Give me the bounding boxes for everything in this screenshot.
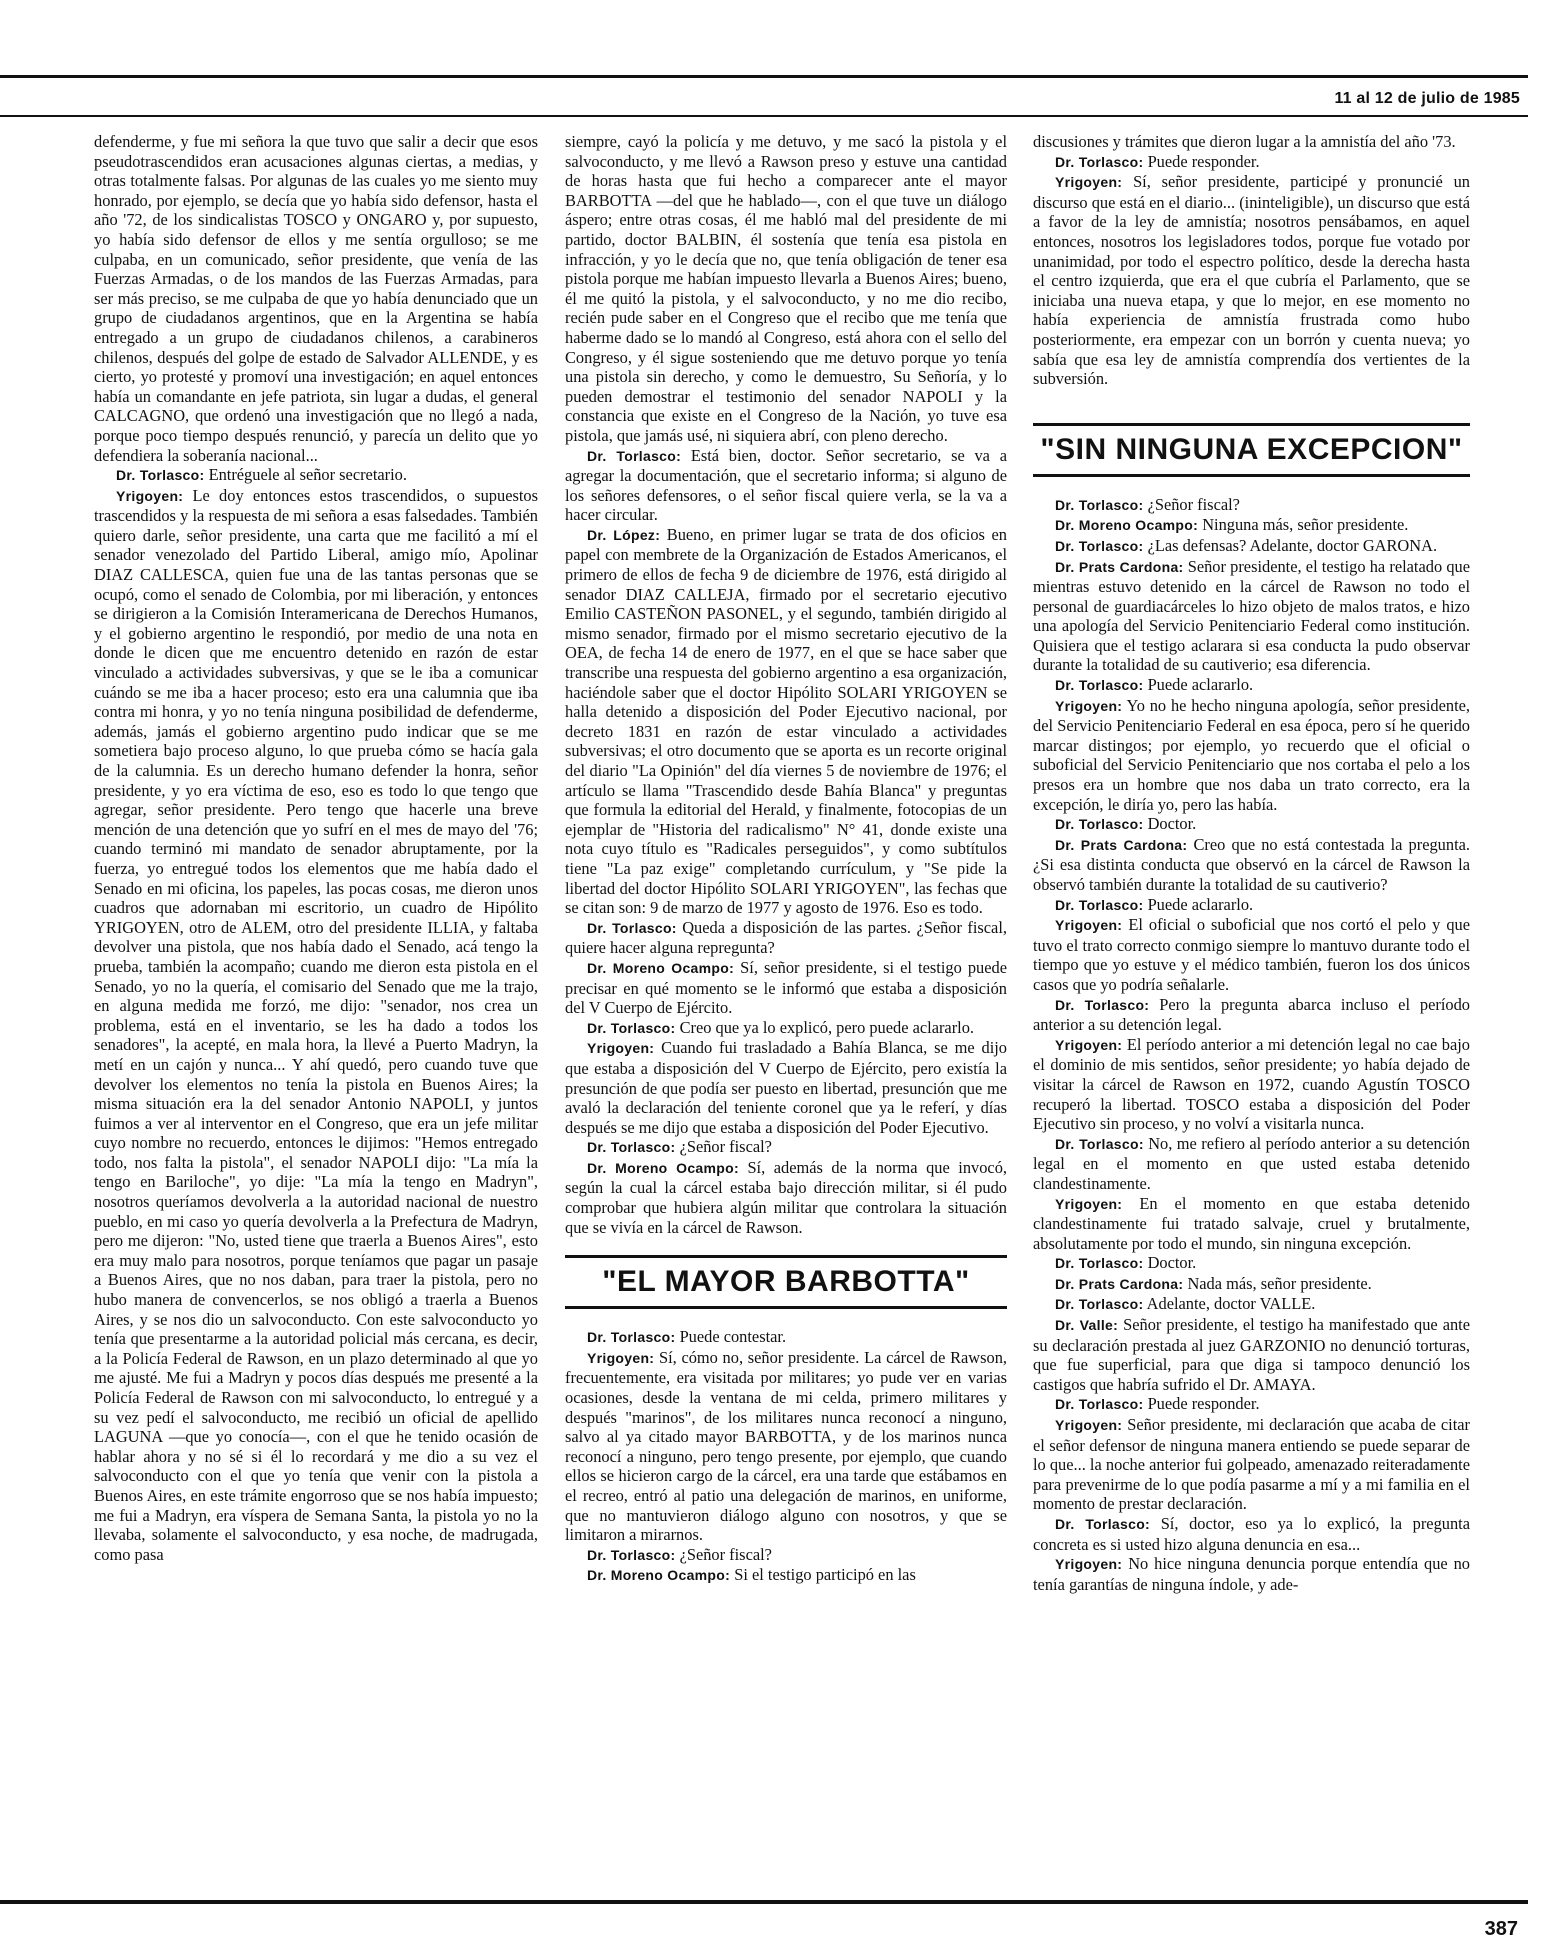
speaker-name: Yrigoyen: <box>1055 174 1123 191</box>
speaker-name: Yrigoyen: <box>116 487 184 504</box>
speech-paragraph <box>1033 675 1470 696</box>
paragraph-text: Ninguna más, señor presidente. <box>1202 515 1409 535</box>
paragraph-text: Doctor. <box>1147 1253 1197 1273</box>
paragraph-text: El período anterior a mi detención legal no cae bajo el dominio de mis sentidos, señor presidente; yo había dejado de visitar la cárcel de Rawson en 1972, cuando Agustín TOSCO recuperó la libertad. TOSCO estaba a disposición del Poder Ejecutivo sin proceso, y no volví a visitarla nunca. <box>1033 1034 1470 1134</box>
speaker-name: Dr. Prats Cardona: <box>1055 836 1188 853</box>
paragraph-text: Puede responder. <box>1147 1394 1260 1414</box>
paragraph-text: Cuando fui trasladado a Bahía Blanca, se me dijo que estaba a disposición del V Cuerpo de Ejército, pero existía la presunción de que podía ser puesto en libertad, presunción que me avaló la declaración del teniente coronel que ya le referí, y días después se me dijo que estaba a disposición del Poder Ejecutivo. <box>565 1038 1007 1137</box>
speaker-name: Dr. Moreno Ocampo: <box>587 1567 731 1584</box>
speaker-name: Dr. Torlasco: <box>1055 153 1144 170</box>
speech-paragraph <box>565 1137 1007 1158</box>
speech-paragraph <box>565 446 1007 525</box>
speaker-name: Dr. Torlasco: <box>1055 1516 1151 1532</box>
speech-paragraph <box>565 958 1007 1018</box>
paragraph-text: Si el testigo participó en las <box>734 1565 916 1585</box>
section-heading: "SIN NINGUNA EXCEPCION" <box>1033 423 1470 477</box>
speaker-name: Dr. Moreno Ocampo: <box>1055 517 1199 534</box>
paragraph-text: Pero la pregunta abarca incluso el período anterior a su detención legal. <box>1033 994 1470 1035</box>
speech-paragraph <box>1033 814 1470 835</box>
paragraph-text: Queda a disposición de las partes. ¿Señor fiscal, quiere hacer alguna repregunta? <box>565 917 1007 958</box>
speaker-name: Yrigoyen: <box>587 1349 655 1366</box>
speech-paragraph <box>1033 995 1470 1035</box>
speaker-name: Dr. Torlasco: <box>1055 1255 1144 1272</box>
speech-paragraph <box>1033 172 1470 389</box>
speech-paragraph <box>1033 1035 1470 1134</box>
continued-paragraph <box>94 132 538 465</box>
speaker-name: Dr. Torlasco: <box>1055 1135 1144 1152</box>
paragraph-text: siempre, cayó la policía y me detuvo, y me sacó la pistola y el salvoconducto, y me llevó a Rawson preso y estuve una cantidad de horas hasta que fui hecho a comparecer ante el mayor BARBOTTA —del que he hablado—, con el que tuve un diálogo áspero; entre otras cosas, él me habló mal del presidente de mi partido, doctor BALBIN, él sostenía que tenía esa pistola en infracción, y yo le decía que no, que tenía obligación de tener esa pistola porque me habían impuesto llevarla a Buenos Aires; bueno, él me quitó la pistola, y el salvoconducto, y no me dio recibo, recién pude saber en el Congreso que el recibo que me tenía que haberme dado se lo mandó al Congreso, está ahora con el sello del Congreso, y él sigue sosteniendo que me detuvo porque yo tenía una pistola sin derecho, y como le demuestro, Su Señoría, y lo pueden demostrar el testimonio del senador NAPOLI y la constancia que existe en el Congreso de la Nación, yo tuve esa pistola, que jamás usé, ni siquiera abrí, con pleno derecho. <box>565 132 1007 445</box>
speaker-name: Yrigoyen: <box>587 1040 655 1057</box>
speech-paragraph <box>1033 515 1470 536</box>
speaker-name: Yrigoyen: <box>1055 917 1123 934</box>
speaker-name: Yrigoyen: <box>1055 1556 1123 1573</box>
paragraph-text: Adelante, doctor VALLE. <box>1146 1294 1316 1314</box>
speaker-name: Dr. Torlasco: <box>1055 896 1144 913</box>
speaker-name: Yrigoyen: <box>1055 1036 1123 1053</box>
header-rule <box>0 115 1528 117</box>
footer-rule <box>0 1900 1528 1904</box>
speech-paragraph <box>565 1348 1007 1545</box>
speech-paragraph <box>565 1158 1007 1237</box>
paragraph-text: Puede aclararlo. <box>1147 894 1254 914</box>
paragraph-text: Puede contestar. <box>679 1327 787 1347</box>
paragraph-text: Sí, señor presidente, participé y pronuncié un discurso que está en el diario... (ininteligible), un discurso que está a favor de la ley de amnistía; nosotros pensábamos, en aquel entonces, nosotros los legisladores todos, porque fue votado por unanimidad, por todo el espectro político, desde la derecha hasta el centro izquierda, que era el que cubría el Parlamento, que se iniciaba una nueva etapa, y que lo mejor, en ese momento no había experiencia de amnistía frustrada como hubo posteriormente, era empezar con un borrón y cuenta nueva; yo sabía que esa ley de amnistía comprendía dos vertientes de la subversión. <box>1033 172 1470 389</box>
speaker-name: Dr. Torlasco: <box>1055 1296 1144 1313</box>
speaker-name: Dr. Torlasco: <box>1055 1396 1144 1413</box>
column-2 <box>565 132 1007 1892</box>
paragraph-text: defenderme, y fue mi señora la que tuvo que salir a decir que esos pseudotrascendidos eran acusaciones algunas ciertas, a medias, y otras totalmente falsas. Por algunas de las cuales yo me siento muy honrado, por ejemplo, se decía que yo había sido defensor, hasta el año '72, de los sindicalistas TOSCO y ONGARO y, por supuesto, yo había sido defensor de ellos y me sentía orgulloso; se me culpaba, en un comunicado, señor presidente, que venía de las Fuerzas Armadas, o de los mandos de las Fuerzas Armadas, para ser más preciso, se me culpaba de que yo había denunciado que un grupo de ciudadanos argentinos, que en la Argentina se había entregado a un grupo de ciudadanos chilenos, a carabineros chilenos, después del golpe de estado de Salvador ALLENDE, y es cierto, yo protesté y promoví una investigación; en aquel entonces había un comandante en jefe patriota, sin lugar a dudas, el general CALCAGNO, que ordenó una investigación que no llegó a nada, porque poco tiempo después renunció, y parecía un delito que yo defendiera la soberanía nacional... <box>94 132 538 465</box>
paragraph-text: ¿Señor fiscal? <box>1147 494 1240 514</box>
speaker-name: Dr. López: <box>587 526 661 543</box>
paragraph-text: discusiones y trámites que dieron lugar a la amnistía del año '73. <box>1033 132 1456 151</box>
speech-paragraph <box>1033 1394 1470 1415</box>
speaker-name: Dr. Torlasco: <box>1055 677 1144 694</box>
paragraph-text: Le doy entonces estos trascendidos, o supuestos trascendidos y la respuesta de mi señora a esas falsedades. También quiero darle, señor presidente, una carta que me facilitó a mí el senador venezolado del Partido Liberal, amigo mío, Apolinar DIAZ CALLESCA, quien fue una de las tantas personas que se ocupó, como el senado de Colombia, por mi liberación, y entonces se dirigieron a la Comisión Interamericana de Derechos Humanos, y el gobierno argentino le respondió, por medio de una nota en donde le dicen que me encuentro detenido en razón de estar vinculado a actividades subversivas, y que se le iba a comunicar cuándo se me iba a hacer proceso; esto era una calumnia que iba contra mi honra, y yo no tenía ninguna posibilidad de defenderme, además, jamás el gobierno argentino pudo indicar que se me sometiera bajo proceso alguno, lo que prueba cómo se hacía gala de la calumnia. Es un derecho humano defender la honra, señor presidente, y yo era víctima de eso, eso es todo lo que tengo que agregar, señor presidente. Pero tengo que hacerle una breve mención de una detención que yo sufrí en el mes de mayo del '76; cuando terminó mi mandato de senador abruptamente, por la fuerza, yo entregué todos los elementos que me había dado el Senado en mi oficina, los papeles, las pocas cosas, me dieron unos cuadros que adornaban mi escritorio, un cuadro de Hipólito YRIGOYEN, otro de ALEM, otro del presidente ILLIA, y faltaba devolver una pistola, que nos había dado el Senado, acá tengo la prueba, también la acompaño; cuando me dieron esta pistola en el Senado, yo no la quería, el comisario del Senado que me la trajo, en alguna medida me forzó, me dijo: "senador, nos crea un problema, está en el inventario, se les ha dado a todos los senadores", la acepté, en mala hora, la llevé a Puerto Madryn, la metí en un cajón y nunca... Y ahí quedó, pero cuando tuve que devolver los elementos no tenía la pistola en Buenos Aires; la misma situación era la del senador Antonio NAPOLI, y juntos fuimos a ver al interventor en el Congreso, que era un jefe militar cuyo nombre no recuerdo, entonces le dijimos: "Hemos entregado todo, nos falta la pistola", el senador NAPOLI dijo: "La mía la tengo en Bariloche", yo dije: "La mía la tengo en Madryn", nosotros queríamos devolverla a la autoridad nacional de nuestro pueblo, en mi caso yo quería devolverla a la Prefectura de Madryn, pero me dijeron: "No, usted tiene que traerla a Buenos Aires", esto era muy malo para nosotros, porque teníamos que pagar un pasaje a Buenos Aires, que no nos daban, para traer la pistola, pero no hubo manera de convencerlos, se nos obligó a traerla a Buenos Aires, y se nos dio un salvoconducto. Con este salvoconducto yo tenía que presentarme a la autoridad policial más cercana, es decir, a la Policía Federal de Rawson, en un plazo determinado al que yo me ajusté. Me fui a Madryn y pocos días después me presenté a la Policía Federal de Rawson con mi salvoconducto, lo entregué y a su vez pedí el salvoconducto, me recibió un oficial de apellido LAGUNA —que yo conocía—, con el que he tenido ocasión de hablar ahora y no sé si él lo recordará y me dio a su vez el salvoconducto con el que yo tenía que venir con la pistola a Buenos Aires, en este trámite engorroso que se nos había impuesto; me fui a Madryn, era víspera de Semana Santa, la pistola yo no la llevaba, solamente el salvoconducto, y esa noche, de madrugada, como pasa <box>94 485 538 1564</box>
speaker-name: Dr. Prats Cardona: <box>1055 1275 1184 1292</box>
speech-paragraph <box>1033 1194 1470 1254</box>
speaker-name: Dr. Torlasco: <box>1055 496 1144 513</box>
paragraph-text: Entréguele al señor secretario. <box>208 465 407 485</box>
speaker-name: Yrigoyen: <box>1055 697 1123 714</box>
paragraph-text: Doctor. <box>1147 814 1197 834</box>
speaker-name: Yrigoyen: <box>1055 1417 1123 1434</box>
section-heading: "EL MAYOR BARBOTTA" <box>565 1255 1007 1309</box>
speaker-name: Dr. Torlasco: <box>587 919 677 936</box>
speech-paragraph <box>1033 557 1470 676</box>
speech-paragraph <box>1033 1253 1470 1274</box>
continued-paragraph <box>565 132 1007 446</box>
speaker-name: Dr. Torlasco: <box>116 467 205 484</box>
speaker-name: Dr. Torlasco: <box>587 447 682 464</box>
paragraph-text: ¿Señor fiscal? <box>679 1137 772 1157</box>
paragraph-text: Creo que no está contestada la pregunta. ¿Si esa distinta conducta que observó en la cárcel de Rawson la observó también durante la totalidad de su cautiverio? <box>1033 834 1470 894</box>
speaker-name: Yrigoyen: <box>1055 1195 1123 1212</box>
speech-paragraph <box>565 525 1007 918</box>
paragraph-text: No, me refiero al período anterior a su detención legal en el momento en que usted estaba detenido clandestinamente. <box>1033 1133 1470 1193</box>
speaker-name: Dr. Torlasco: <box>1055 816 1144 833</box>
speech-paragraph <box>94 486 538 1565</box>
column-1 <box>94 132 538 1892</box>
top-rule <box>0 75 1528 78</box>
paragraph-text: Nada más, señor presidente. <box>1187 1273 1372 1293</box>
paragraph-text: Puede aclararlo. <box>1147 675 1254 695</box>
paragraph-text: Señor presidente, mi declaración que acaba de citar el señor defensor de ninguna manera entiendo se puede separar de lo que... la noche anterior fui golpeado, amenazado reiteradamente para prevenirme de lo que podía pasarme a mí y a mi familia en el momento de prestar declaración. <box>1033 1415 1470 1514</box>
speech-paragraph <box>1033 495 1470 516</box>
paragraph-text: Creo que ya lo explicó, pero puede aclararlo. <box>679 1017 975 1037</box>
paragraph-text: Sí, además de la norma que invocó, según la cual la cárcel estaba bajo dirección militar, si él pudo comprobar que hubiera algún militar que controlara la situación que se vivía en la cárcel de Rawson. <box>565 1157 1007 1237</box>
speech-paragraph <box>565 1327 1007 1348</box>
speech-paragraph <box>565 918 1007 958</box>
speech-paragraph <box>1033 1274 1470 1295</box>
speech-paragraph <box>565 1565 1007 1586</box>
paragraph-text: Sí, cómo no, señor presidente. La cárcel de Rawson, frecuentemente, era visitada por militares; yo pude ver en varias ocasiones, desde la ventana de mi celda, primero militares y después "marinos", de los militares nunca reconocí a ninguno, salvo al ya citado mayor BARBOTTA, y de los marinos nunca reconocí a ninguno, pero tengo presente, por ejemplo, que cuando ellos se hicieron cargo de la cárcel, era una tarde que estábamos en el recreo, entró al patio una delegación de marinos, en uniforme, que no mantuvieron diálogo alguno con nosotros, y que se limitaron a mirarnos. <box>565 1347 1007 1545</box>
paragraph-text: Sí, señor presidente, si el testigo puede precisar en qué momento se le informó que estaba a disposición del V Cuerpo de Ejército. <box>565 957 1007 1018</box>
paragraph-text: El oficial o suboficial que nos cortó el pelo y que tuvo el trato correcto conmigo siempre lo mantuvo durante todo el tiempo que yo estuve y el médico también, fueron los dos únicos casos que yo podría señalarle. <box>1033 915 1470 994</box>
speaker-name: Dr. Torlasco: <box>587 1546 676 1563</box>
paragraph-text: Señor presidente, el testigo ha manifestado que ante su declaración prestada al juez GARZONIO no denunció torturas, que fue superficial, para que diga si tampoco denunció los castigos que habría sufrido el Dr. AMAYA. <box>1033 1315 1470 1394</box>
column-3 <box>1033 132 1470 1892</box>
page-number: 387 <box>1484 1918 1518 1940</box>
paragraph-text: ¿Las defensas? Adelante, doctor GARONA. <box>1147 535 1438 555</box>
spacer <box>1033 389 1470 405</box>
paragraph-text: ¿Señor fiscal? <box>679 1544 772 1564</box>
paragraph-text: En el momento en que estaba detenido clandestinamente fui tratado salvaje, cruel y brutalmente, absolutamente por todo el mundo, sin ninguna excepción. <box>1033 1193 1470 1253</box>
paragraph-text: Señor presidente, el testigo ha relatado que mientras estuvo detenido en la cárcel de Rawson no todo el personal de guardiacárceles lo hizo objeto de malos tratos, e hizo una apología del Servicio Penitenciario Federal como institución. Quisiera que el testigo aclarara si esa conducta la pudo observar durante la totalidad de su cautiverio; esa diferencia. <box>1033 556 1470 675</box>
speaker-name: Dr. Torlasco: <box>1055 537 1144 554</box>
speaker-name: Dr. Moreno Ocampo: <box>587 1159 739 1176</box>
paragraph-text: Puede responder. <box>1147 151 1260 171</box>
speech-paragraph <box>1033 1415 1470 1514</box>
speaker-name: Dr. Prats Cardona: <box>1055 558 1184 575</box>
speech-paragraph <box>1033 536 1470 557</box>
speech-paragraph <box>565 1018 1007 1039</box>
speaker-name: Dr. Torlasco: <box>587 1139 676 1156</box>
speech-paragraph <box>565 1038 1007 1137</box>
paragraph-text: No hice ninguna denuncia porque entendía que no tenía garantías de ninguna índole, y ade- <box>1033 1554 1470 1594</box>
speech-paragraph <box>1033 1315 1470 1394</box>
speech-paragraph <box>94 465 538 486</box>
continued-paragraph <box>1033 132 1470 152</box>
speaker-name: Dr. Moreno Ocampo: <box>587 959 735 976</box>
page-date: 11 al 12 de julio de 1985 <box>1334 90 1520 107</box>
paragraph-text: Sí, doctor, eso ya lo explicó, la pregunta concreta es si usted hizo alguna denuncia en esa... <box>1033 1514 1470 1554</box>
speech-paragraph <box>1033 895 1470 916</box>
speaker-name: Dr. Valle: <box>1055 1317 1119 1334</box>
paragraph-text: Bueno, en primer lugar se trata de dos oficios en papel con membrete de la Organización de Estados Americanos, el primero de ellos de fecha 9 de diciembre de 1976, está dirigido al senador DIAZ CALLEJA, firmado por el secretario ejecutivo Emilio CASTEÑON PASONEL, y el segundo, también dirigido al mismo senador, firmado por el mismo secretario ejecutivo de la OEA, de fecha 14 de enero de 1977, en el que se hace saber que transcribe una respuesta del gobierno argentino a esa organización, haciéndole saber que el doctor Hipólito SOLARI YRIGOYEN se halla detenido a disposición del Poder Ejecutivo nacional, por decreto 1831 en razón de estar vinculado a actividades subversivas; el otro documento que se aporta es un recorte original del diario "La Opinión" del día viernes 5 de noviembre de 1976; el artículo se llama "Trascendido desde Bahía Blanca" y preguntas que formula la editorial del Herald, y finalmente, fotocopias de un ejemplar de "Historia del radicalismo" N° 41, donde existe una nota cuyo título es "Radicales perseguidos", y como subtítulos tiene "La paz exige" completando currículum, y "Se pide la libertad del doctor Hipólito SOLARI YRIGOYEN", las fechas que se citan son: 9 de marzo de 1977 y agosto de 1976. Eso es todo. <box>565 524 1007 918</box>
speaker-name: Dr. Torlasco: <box>587 1329 676 1346</box>
speech-paragraph <box>1033 152 1470 173</box>
speech-paragraph <box>565 1545 1007 1566</box>
speaker-name: Dr. Torlasco: <box>587 1019 676 1036</box>
paragraph-text: Yo no he hecho ninguna apología, señor presidente, del Servicio Penitenciario Federal en esa época, pero sí he querido marcar distingos; por ejemplo, yo recuerdo que el oficial o suboficial del Servicio Penitenciario que nos cortaba el pelo a los presos era un hombre que nos daba un trato correcto, era la excepción, le diría yo, pero las había. <box>1033 695 1470 814</box>
speech-paragraph <box>1033 1514 1470 1554</box>
speech-paragraph <box>1033 1294 1470 1315</box>
speech-paragraph <box>1033 1134 1470 1194</box>
speech-paragraph <box>1033 835 1470 895</box>
speech-paragraph <box>1033 1554 1470 1594</box>
speech-paragraph <box>1033 696 1470 815</box>
paragraph-text: Está bien, doctor. Señor secretario, se va a agregar la documentación, que el secretario informa; si alguno de los señores defensores, o el señor fiscal quiere verla, se la va a hacer circular. <box>565 445 1007 525</box>
speaker-name: Dr. Torlasco: <box>1055 996 1150 1013</box>
speech-paragraph <box>1033 915 1470 994</box>
